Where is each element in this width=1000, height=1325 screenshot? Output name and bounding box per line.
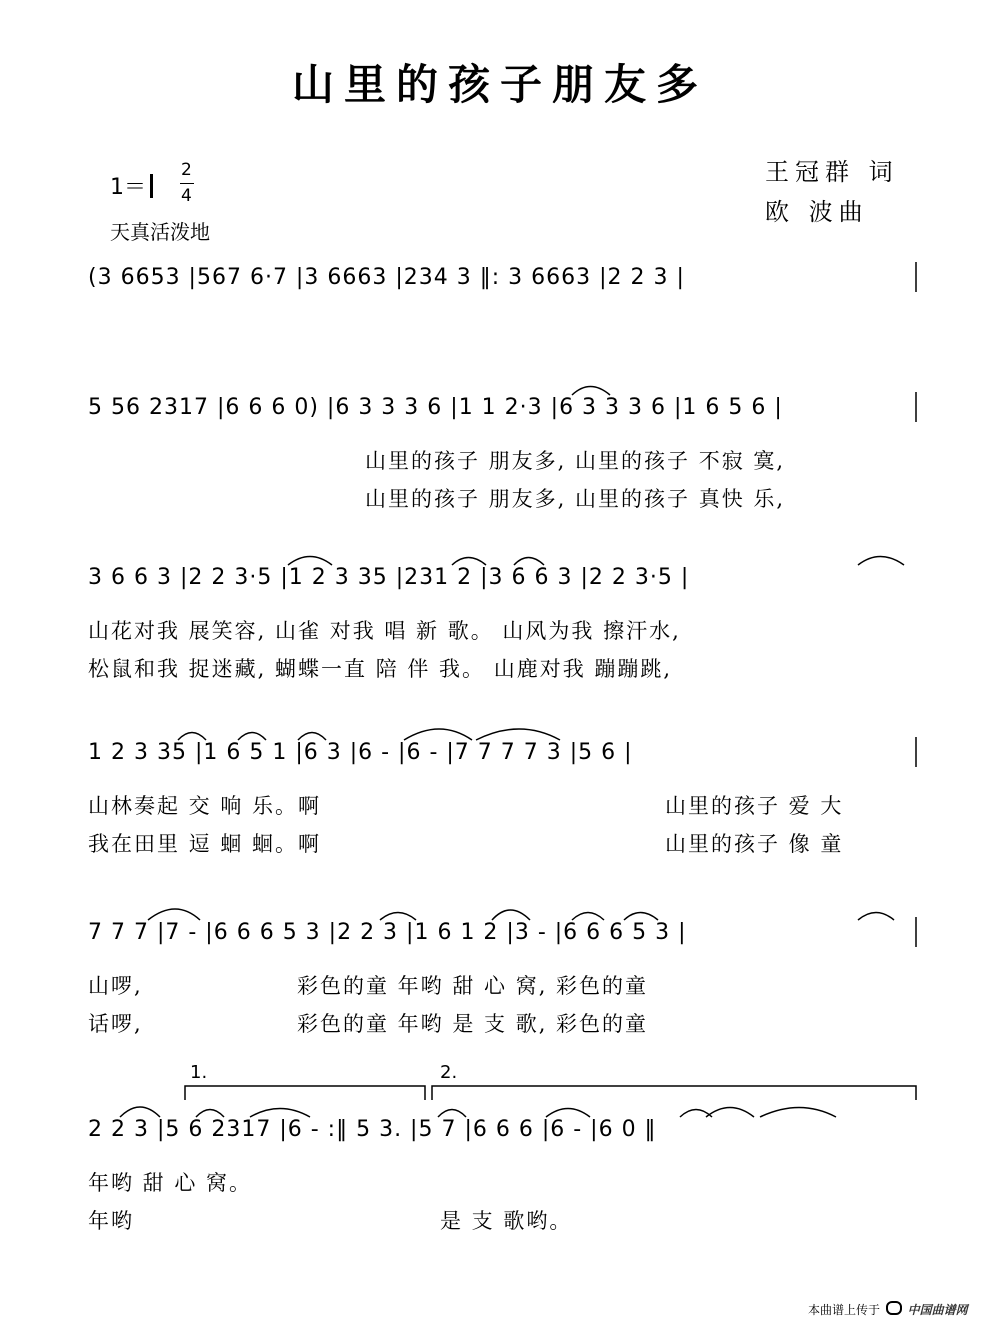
notation-line-4: 1 2 3 35 |1 6 5 1 |6 3 |6 - |6 - |7 7 7 7 3 |5 6 | (88, 740, 633, 765)
song-title: 山里的孩子朋友多 (291, 60, 708, 109)
slur (514, 558, 544, 566)
tie (706, 1108, 754, 1118)
slur (380, 913, 416, 921)
slur (858, 913, 894, 921)
lyric-line-4-right-verse-2: 山里的孩子 像 童 (665, 832, 844, 856)
lyric-line-6b-verse-2: 是 支 歌哟。 (440, 1209, 573, 1233)
slur (438, 1110, 466, 1118)
lyric-line-2-verse-1: 山里的孩子 朋友多, 山里的孩子 不寂 寞, (365, 449, 786, 473)
tempo-marking: 天真活泼地 (110, 220, 210, 244)
lyric-line-5b-verse-2: 彩色的童 年哟 是 支 歌, 彩色的童 (297, 1012, 649, 1036)
lyric-line-5-verse-2: 话啰, (88, 1012, 143, 1036)
notation-line-2: 5 56 2317 |6 6 6 0) |6 3 3 3 6 |1 1 2·3 |6 3 3 3 6 |1 6 5 6 | (88, 395, 783, 420)
slur (178, 733, 206, 741)
composer-credit: 欧 波曲 (765, 198, 869, 226)
slur (572, 913, 604, 921)
slur (624, 913, 658, 921)
slur (452, 558, 486, 566)
slur (858, 557, 904, 566)
slur (238, 733, 266, 741)
notation-line-1: (3 6653 |567 6·7 |3 6663 |234 3 ‖: 3 6663 |2 2 3 | (88, 265, 685, 290)
notation-line-6: 2 2 3 |5 6 2317 |6 - :‖ 5 3. |5 7 |6 6 6 |6 - |6 0 ‖ (88, 1117, 657, 1142)
slur (572, 387, 610, 396)
lyricist-credit: 王冠群 词 (765, 158, 899, 186)
tie (476, 729, 560, 740)
slur (546, 1109, 590, 1118)
tie (404, 729, 472, 740)
lyric-line-3-verse-2: 松鼠和我 捉迷藏, 蝴蝶一直 陪 伴 我。 山鹿对我 蹦蹦跳, (88, 657, 673, 681)
slur (196, 1110, 224, 1118)
lyric-line-4-verse-2: 我在田里 逗 蛔 蛔。啊 (88, 832, 322, 856)
lyric-line-3-verse-1: 山花对我 展笑容, 山雀 对我 唱 新 歌。 山风为我 擦汗水, (88, 619, 681, 643)
volta-1-bracket (185, 1086, 425, 1100)
lyric-line-4-verse-1: 山林奏起 交 响 乐。啊 (88, 794, 322, 818)
time-signature-top: 2 (181, 160, 192, 180)
footer-text: 本曲谱上传于 (808, 1303, 881, 1317)
lyric-line-2-verse-2: 山里的孩子 朋友多, 山里的孩子 真快 乐, (365, 487, 786, 511)
slur (288, 557, 332, 566)
slur (298, 733, 326, 741)
volta-2-bracket (432, 1086, 916, 1100)
lyric-line-6-verse-2: 年哟 (88, 1209, 134, 1233)
site-logo-icon (886, 1301, 902, 1315)
footer-upload-note (808, 1301, 968, 1318)
key-label: 1＝ (110, 175, 146, 200)
slur (492, 910, 530, 920)
slur (250, 1109, 310, 1118)
lyric-line-5-verse-1: 山啰, (88, 974, 143, 998)
volta-1-label: 1. (190, 1062, 208, 1083)
site-name[interactable]: 中国曲谱网 (907, 1303, 968, 1317)
slur (120, 1107, 160, 1117)
notation-line-5: 7 7 7 |7 - |6 6 6 5 3 |2 2 3 |1 6 1 2 |3 - |6 6 6 5 3 | (88, 920, 687, 945)
lyric-line-5b-verse-1: 彩色的童 年哟 甜 心 窝, 彩色的童 (297, 974, 649, 998)
lyric-line-4-right-verse-1: 山里的孩子 爱 大 (665, 794, 844, 818)
tie (760, 1108, 836, 1118)
time-signature-bottom: 4 (181, 186, 192, 206)
lyric-line-6-verse-1: 年哟 甜 心 窝。 (88, 1171, 253, 1195)
notation-line-3: 3 6 6 3 |2 2 3·5 |1 2 3 35 |231 2 |3 6 6 3 |2 2 3·5 | (88, 565, 690, 590)
volta-2-label: 2. (440, 1062, 458, 1083)
tie (148, 909, 200, 920)
